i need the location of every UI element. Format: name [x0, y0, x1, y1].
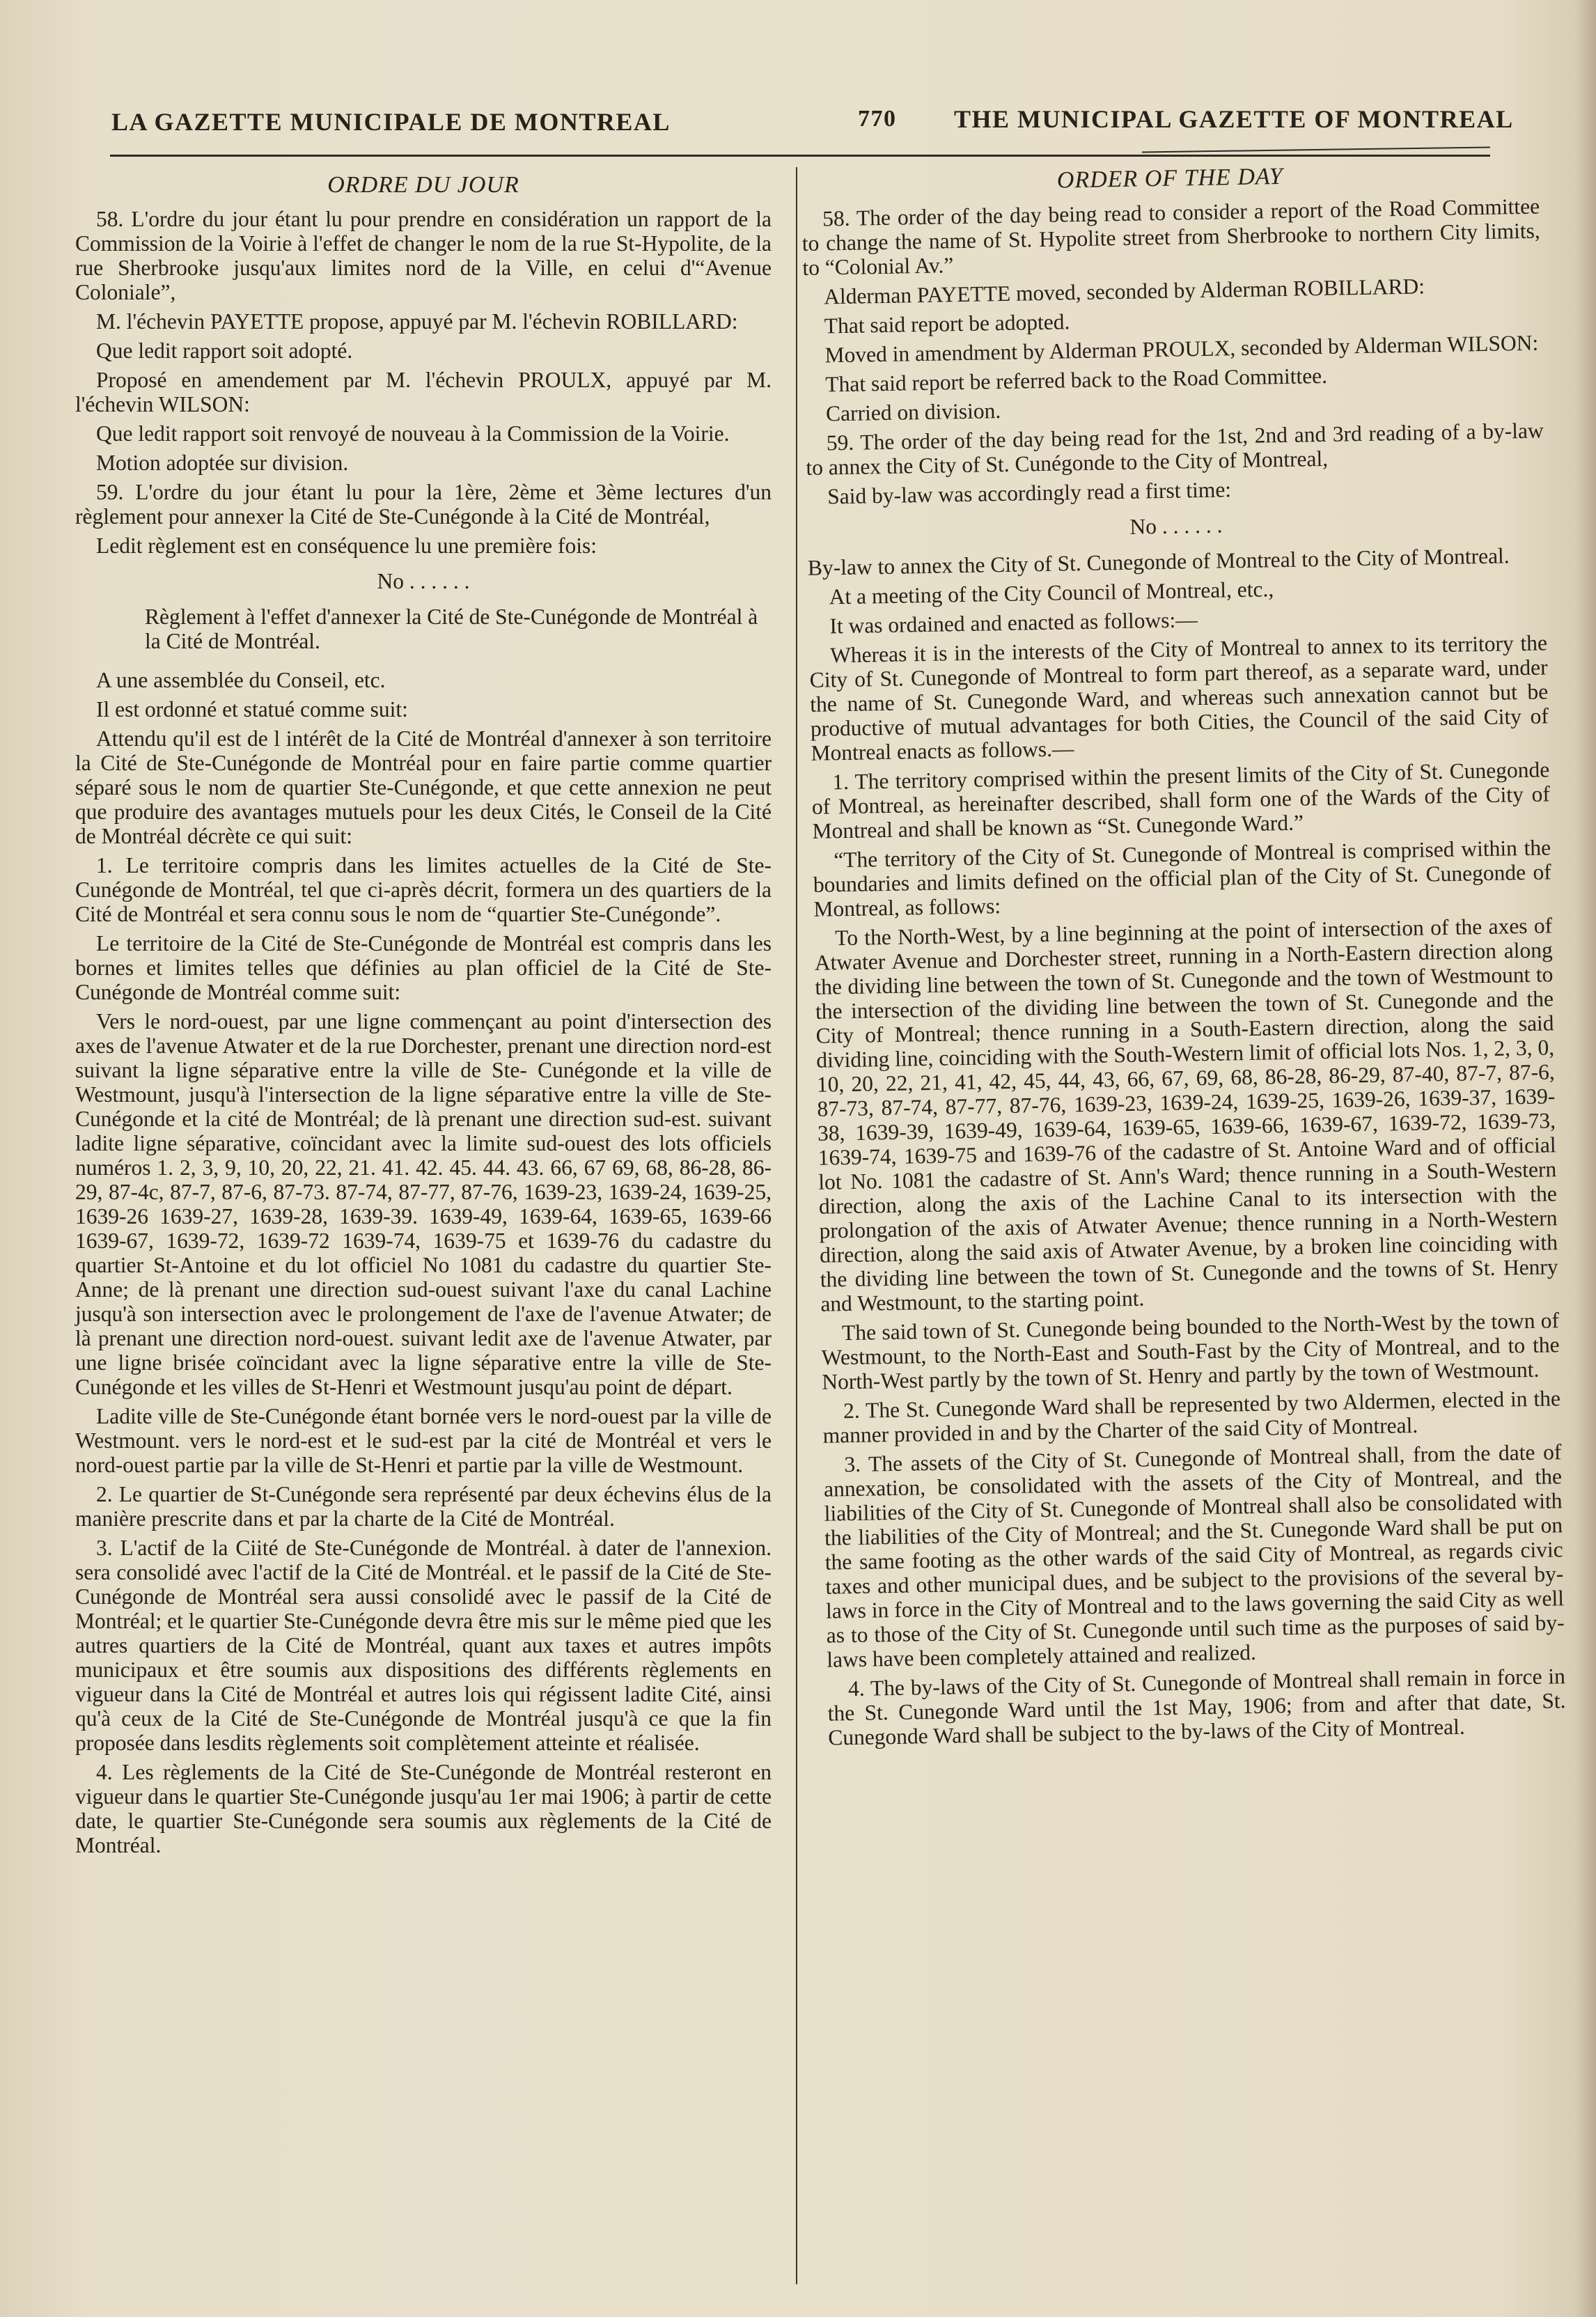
paragraph: That said report be adopted. — [824, 309, 1070, 338]
spacer — [75, 658, 772, 668]
paragraph: 4. Les règlements de la Cité de Ste-Cunégonde de Montréal resteront en vigueur dans le quartier Ste-Cunégonde jusqu'au 1er mai 1906; à partir de cette date, le quartier Ste-Cunégonde sera soumis aux règlements de la Cité de Montréal. — [75, 1760, 772, 1857]
paragraph: 59. L'ordre du jour étant lu pour la 1ère, 2ème et 3ème lectures d'un règlement pour annexer la Cité de Ste-Cunégonde à la Cité de Montréal, — [75, 480, 772, 529]
paragraph: 1. The territory comprised within the present limits of the City of St. Cunegonde of Montreal, as hereinafter described, shall form one of the Wards of the City of Montreal and shall be known as “St. Cunegonde Ward.” — [811, 757, 1551, 843]
paragraph: Carried on division. — [825, 398, 1001, 426]
paragraph: Attendu qu'il est de l intérêt de la Cité de Montréal d'annexer à son territoire la Cité de Ste-Cunégonde de Montréal pour en faire partie comme quartier séparé sous le nom de quartier Ste-Cunégonde, et que cette annexion ne peut que produire des avantages mutuels pour les deux Cités, le Conseil de la Cité de Montréal décrète ce qui suit: — [75, 726, 772, 848]
column-divider — [796, 167, 797, 2284]
paragraph: Said by-law was accordingly read a first time: — [827, 477, 1232, 509]
paragraph: 58. The order of the day being read to consider a report of the Road Committee to change the name of St. Hypolite street from Sherbrooke to northern City limits, to “Colonial Av.” — [801, 194, 1540, 280]
paragraph: Que ledit rapport soit renvoyé de nouveau à la Commission de la Voirie. — [96, 421, 730, 446]
paragraph: Proposé en amendement par M. l'échevin PROULX, appuyé par M. l'échevin WILSON: — [75, 368, 772, 416]
paragraph: That said report be referred back to the Road Committee. — [825, 363, 1328, 397]
paragraph: Alderman PAYETTE moved, seconded by Alderman ROBILLARD: — [823, 274, 1425, 309]
paragraph: Ladite ville de Ste-Cunégonde étant bornée vers le nord-ouest par la ville de Westmount. vers le nord-est et le sud-est par la cité de Montréal et vers le nord-ouest partie par la ville de St-Henri et partie par la ville de Westmount. — [75, 1404, 772, 1477]
paragraph: 1. Le territoire compris dans les limites actuelles de la Cité de Ste-Cunégonde de Montréal, tel que ci-après décrit, formera un des quartiers de la Cité de Montréal et sera connu sous le nom de “quartier Ste-Cunégonde”. — [75, 853, 772, 926]
bylaw-title: Règlement à l'effet d'annexer la Cité de Ste-Cunégonde de Montréal à la Cité de Montréal. — [145, 604, 758, 653]
bylaw-title: By-law to annex the City of St. Cunegonde of Montreal to the City of Montreal. — [807, 543, 1510, 580]
paragraph: M. l'échevin PAYETTE propose, appuyé par M. l'échevin ROBILLARD: — [96, 309, 738, 334]
paragraph: A une assemblée du Conseil, etc. — [96, 668, 386, 692]
page-edge-shadow — [1575, 0, 1596, 2317]
paragraph: 2. Le quartier de St-Cunégonde sera représenté par deux échevins élus de la manière prescrite dans et par la charte de la Cité de Montréal. — [75, 1482, 772, 1531]
header-title-english: THE MUNICIPAL GAZETTE OF MONTREAL — [954, 105, 1514, 133]
page-number: 770 — [858, 106, 897, 132]
paragraph: Le territoire de la Cité de Ste-Cunégonde de Montréal est compris dans les bornes et limites telles que définies au plan officiel de la Cité de Ste-Cunégonde de Montréal comme suit: — [75, 931, 772, 1004]
paragraph: “The territory of the City of St. Cunegonde of Montreal is comprised within the boundaries and limits defined on the official plan of the City of St. Cunegonde of Montreal, as follows: — [813, 835, 1552, 921]
paragraph: The said town of St. Cunegonde being bounded to the North-West by the town of Westmount, to the North-East and South-Fast by the City of Montreal, and to the North-West partly by the town of St. Henry and partly by the town of Westmount. — [821, 1308, 1560, 1394]
header-rule — [110, 155, 1490, 157]
paragraph: Vers le nord-ouest, par une ligne commençant au point d'intersection des axes de l'avenue Atwater et de la rue Dorchester, prenant une direction nord-est suivant la ligne séparative entre la ville de Ste- Cunégonde et la ville de Westmount, jusqu'à l'intersection de la ligne séparative entre la ville de Ste-Cunégonde et la cité de Montréal; de là prenant une direction sud-est. suivant ladite ligne séparative, coïncidant avec la limite sud-ouest des lots officiels numéros 1. 2, 3, 9, 10, 20, 22, 21. 41. 42. 45. 44. 43. 66, 67 69, 68, 86-28, 86-29, 87-4c, 87-7, 87-6, 87-73. 87-74, 87-77, 87-76, 1639-23, 1639-24, 1639-25, 1639-26 1639-27, 1639-28, 1639-39. 1639-49, 1639-64, 1639-65, 1639-66 1639-67, 1639-72, 1639-72 1639-74, 1639-75 et 1639-76 du cadastre du quartier St-Antoine et du lot officiel No 1081 du cadastre du quartier Ste-Anne; de là prenant une direction sud-ouest suivant l'axe du canal Lachine jusqu'à son intersection avec le prolongement de l'axe de l'avenue Atwater; de là prenant une direction nord-ouest. suivant ledit axe de l'avenue Atwater, par une ligne brisée coïncidant avec la ligne séparative entre la ville de Ste-Cunégonde et les villes de St-Henri et Westmount jusqu'au point de départ. — [75, 1009, 772, 1399]
paragraph: Whereas it is in the interests of the City of Montreal to annex to its territory the City of St. Cunegonde of Montreal to form part thereof, as a separate ward, under the name of St. Cunegonde Ward, and whereas such annexation cannot but be productive of mutual advantages for both Cities, the Council of the said City of Montreal enacts as follows.— — [809, 630, 1549, 765]
paragraph: To the North-West, by a line beginning at the point of intersection of the axes of Atwater Avenue and Dorchester street, running in a North-Eastern direction along the dividing line between the town of St. Cunegonde and the town of Westmount to the intersection of the dividing line between the town of St. Cunegonde and the City of Montreal; thence running in a South-Eastern direction, along the said dividing line, coinciding with the South-Western limit of official lots Nos. 1, 2, 3, 0, 10, 20, 22, 21, 41, 42, 45, 44, 43, 66, 67, 69, 68, 86-28, 86-29, 87-40, 87-7, 87-6, 87-73, 87-74, 87-77, 87-76, 1639-23, 1639-24, 1639-25, 1639-26, 1639-37, 1639-38, 1639-39, 1639-49, 1639-64, 1639-65, 1639-66, 1639-67, 1639-72, 1639-73, 1639-74, 1639-75 and 1639-76 of the cadastre of St. Antoine Ward and of official lot No. 1081 the cadastre of St. Ann's Ward; thence running in a South-Western direction, along the axis of the Lachine Canal to its intersection with the prolongation of the axis of Atwater Avenue; thence running in a North-Western direction, along the said axis of Atwater Avenue, by a broken line coinciding with the dividing line between the town of St. Cunegonde and the towns of St. Henry and Westmount, to the starting point. — [814, 913, 1558, 1316]
paragraph: Motion adoptée sur division. — [96, 451, 349, 475]
paragraph: 59. The order of the day being read for the 1st, 2nd and 3rd reading of a by-law to annex the City of St. Cunégonde to the City of Montreal, — [806, 418, 1544, 480]
paragraph: 4. The by-laws of the City of St. Cunegonde of Montreal shall remain in force in the St. Cunegonde Ward until the 1st May, 1906; from and after that date, St. Cunegonde Ward shall be subject to the by-laws of the City of Montreal. — [827, 1664, 1566, 1750]
bylaw-number: No . . . . . . — [377, 569, 470, 593]
paragraph: Il est ordonné et statué comme suit: — [96, 697, 408, 721]
paragraph: It was ordained and enacted as follows:— — [829, 607, 1198, 639]
french-column — [75, 171, 772, 1862]
page-header — [104, 103, 1514, 142]
paragraph: Que ledit rapport soit adopté. — [96, 338, 353, 363]
bylaw-number: No . . . . . . — [1129, 513, 1223, 539]
paragraph: Ledit règlement est en conséquence lu une première fois: — [96, 533, 597, 558]
english-column — [801, 159, 1567, 1755]
header-title-french: LA GAZETTE MUNICIPALE DE MONTREAL — [111, 108, 671, 136]
english-heading: ORDER OF THE DAY — [1056, 163, 1283, 194]
paragraph: At a meeting of the City Council of Montreal, etc., — [829, 577, 1274, 609]
paragraph: 3. L'actif de la Ciité de Ste-Cunégonde de Montréal. à dater de l'annexion. sera consolidé avec l'actif de la Cité de Montréal. et le passif de la Cité de Ste-Cunégonde de Montréal sera aussi consolidé avec le passif de la Cité de Montréal; et le quartier Ste-Cunégonde devra être mis sur le même pied que les autres quartiers de la Cité de Montréal, quant aux taxes et autres impôts municipaux et être soumis aux dispositions des différents règlements en vigueur dans la Cité de Montréal et autres lois qui régissent ladite Cité, ainsi qu'à ceux de la Cité de Ste-Cunégonde de Montréal jusqu'à ce que la fin proposée dans lesdits règlements soit complètement atteinte et réalisée. — [75, 1536, 772, 1755]
header-rule-accent — [1142, 147, 1490, 153]
paragraph: 3. The assets of the City of St. Cunegonde of Montreal shall, from the date of annexation, be consolidated with the assets of the City of Montreal, and the liabilities of the City of St. Cunegonde of Montreal shall also be consolidated with the liabilities of the City of Montreal; and the St. Cunegonde Ward shall be put on the same footing as the other wards of the said City of Montreal, as regards civic taxes and other municipal dues, and be subject to the provisions of the several by-laws in force in the City of Montreal and to the laws governing the said City as well as to those of the City of St. Cunegonde until such time as the purposes of said by-laws have been completely attained and realized. — [823, 1440, 1565, 1672]
paragraph: Moved in amendment by Alderman PROULX, seconded by Alderman WILSON: — [824, 330, 1539, 368]
paragraph: 2. The St. Cunegonde Ward shall be represented by two Aldermen, elected in the manner provided in and by the Charter of the said City of Montreal. — [822, 1386, 1561, 1448]
french-heading: ORDRE DU JOUR — [327, 172, 519, 198]
paragraph: 58. L'ordre du jour étant lu pour prendre en considération un rapport de la Commission de la Voirie à l'effet de changer le nom de la rue St-Hypolite, de la rue Sherbrooke jusqu'aux limites nord de la Ville, en celui d'“Avenue Coloniale”, — [75, 207, 772, 304]
